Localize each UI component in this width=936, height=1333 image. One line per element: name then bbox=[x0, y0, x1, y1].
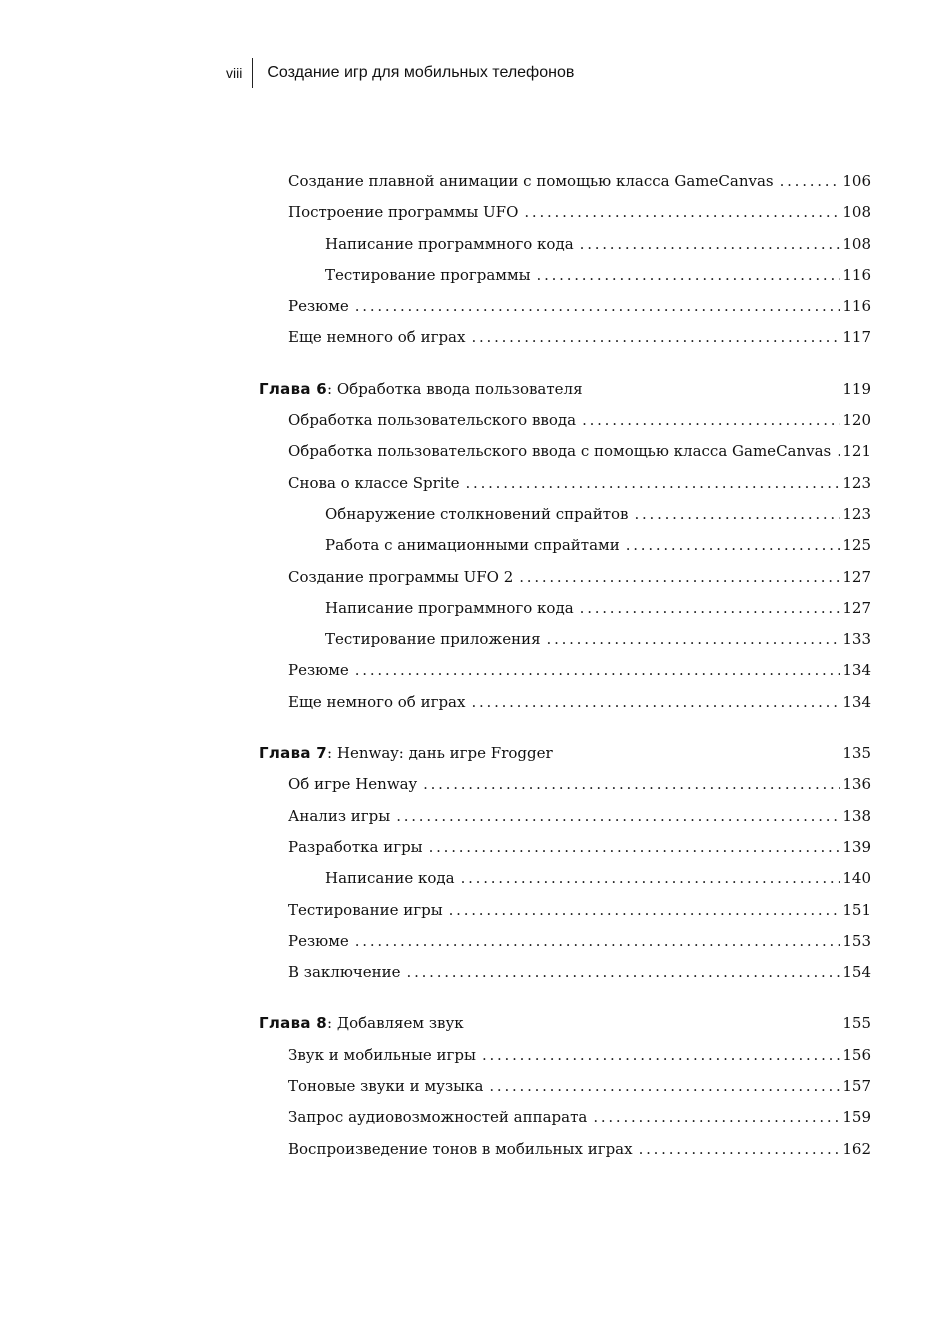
toc-entry-page: 106 bbox=[842, 172, 871, 190]
toc-entry-page: 154 bbox=[842, 963, 871, 982]
toc-entry bbox=[259, 499, 871, 530]
page-number: viii bbox=[226, 65, 243, 81]
toc-entry-title: Обработка пользовательского ввода bbox=[288, 411, 577, 430]
toc-entry bbox=[259, 229, 871, 260]
toc-entry bbox=[259, 769, 871, 800]
toc-entry bbox=[259, 405, 871, 436]
dot-leader bbox=[524, 197, 840, 228]
chapter-title: : Обработка ввода пользователя bbox=[327, 379, 583, 398]
toc-entry bbox=[259, 468, 871, 499]
chapter-title: : Добавляем звук bbox=[327, 1014, 464, 1033]
dot-leader bbox=[355, 655, 841, 686]
toc-entry-page: 127 bbox=[842, 598, 871, 617]
chapter-heading bbox=[259, 1008, 871, 1039]
toc-entry-title: Запрос аудиовозможностей аппарата bbox=[288, 1108, 588, 1127]
dot-leader bbox=[482, 1040, 840, 1071]
toc-entry bbox=[259, 863, 871, 894]
toc-entry-title: Обработка пользовательского ввода с помощью класса GameCanvas bbox=[288, 442, 832, 461]
toc-entry-title: Создание программы UFO 2 bbox=[288, 567, 514, 586]
toc-entry-title: В заключение bbox=[288, 963, 401, 982]
toc-entry-page: 108 bbox=[842, 234, 871, 253]
chapter-heading bbox=[259, 738, 871, 769]
toc-entry-page: 134 bbox=[842, 692, 871, 711]
book-title: Создание игр для мобильных телефонов bbox=[267, 64, 575, 81]
dot-leader bbox=[780, 166, 841, 197]
toc-entry-page: 134 bbox=[842, 661, 871, 680]
toc-entry-page: 138 bbox=[842, 806, 871, 825]
dot-leader bbox=[626, 530, 841, 561]
toc-entry bbox=[259, 687, 871, 718]
dot-leader bbox=[837, 436, 840, 467]
toc-entry-page: 156 bbox=[842, 1045, 871, 1064]
toc-entry-title: Снова о классе Sprite bbox=[288, 473, 460, 492]
toc-entry bbox=[259, 655, 871, 686]
toc-entry bbox=[259, 322, 871, 353]
dot-leader bbox=[580, 229, 841, 260]
dot-leader bbox=[471, 322, 840, 353]
dot-leader bbox=[489, 1071, 840, 1102]
toc-entry-title: Тестирование программы bbox=[325, 265, 531, 284]
toc-entry bbox=[259, 926, 871, 957]
toc-entry bbox=[259, 166, 871, 197]
toc-entry-page: 123 bbox=[842, 473, 871, 492]
toc-entry-page: 108 bbox=[842, 203, 871, 222]
toc-entry-title: Звук и мобильные игры bbox=[288, 1045, 476, 1064]
toc-entry-title: Еще немного об играх bbox=[288, 692, 466, 711]
toc-entry bbox=[259, 1102, 871, 1133]
toc-entry-page: 151 bbox=[842, 900, 871, 919]
toc-entry-page: 159 bbox=[842, 1108, 871, 1127]
chapter-page: 155 bbox=[842, 1014, 871, 1033]
dot-leader bbox=[582, 405, 840, 436]
toc-entry bbox=[259, 801, 871, 832]
toc-entry bbox=[259, 624, 871, 655]
dot-leader bbox=[639, 1134, 841, 1165]
toc-entry-page: 125 bbox=[842, 536, 871, 555]
table-of-contents bbox=[259, 166, 871, 1185]
toc-entry-page: 116 bbox=[842, 297, 871, 316]
toc-chapter-6 bbox=[259, 374, 871, 718]
toc-chapter-8 bbox=[259, 1008, 871, 1164]
toc-entry bbox=[259, 593, 871, 624]
chapter-heading bbox=[259, 374, 871, 405]
toc-entry-page: 117 bbox=[842, 328, 871, 347]
dot-leader bbox=[466, 468, 841, 499]
toc-entry-title: Написание программного кода bbox=[325, 598, 574, 617]
toc-chapter-7 bbox=[259, 738, 871, 988]
toc-entry-title: Написание кода bbox=[325, 869, 455, 888]
dot-leader bbox=[429, 832, 841, 863]
chapter-label: Глава 6 bbox=[259, 379, 328, 398]
toc-entry bbox=[259, 260, 871, 291]
toc-entry-page: 127 bbox=[842, 567, 871, 586]
chapter-page: 135 bbox=[842, 744, 871, 763]
toc-entry-title: Резюме bbox=[288, 661, 349, 680]
toc-entry-page: 140 bbox=[842, 869, 871, 888]
toc-entry-title: Построение программы UFO bbox=[288, 203, 519, 222]
toc-entry bbox=[259, 832, 871, 863]
toc-entry-title: Обнаружение столкновений спрайтов bbox=[325, 504, 629, 523]
toc-entry-page: 162 bbox=[842, 1139, 871, 1158]
toc-entry bbox=[259, 562, 871, 593]
dot-leader bbox=[461, 863, 841, 894]
dot-leader bbox=[355, 926, 841, 957]
toc-entry-page: 153 bbox=[842, 931, 871, 950]
dot-leader bbox=[407, 957, 841, 988]
toc-entry-title: Разработка игры bbox=[288, 837, 423, 856]
toc-entry bbox=[259, 1071, 871, 1102]
dot-leader bbox=[519, 562, 840, 593]
toc-entry bbox=[259, 436, 871, 467]
toc-entry-page: 116 bbox=[842, 265, 871, 284]
dot-leader bbox=[593, 1102, 840, 1133]
toc-entry bbox=[259, 957, 871, 988]
chapter-page: 119 bbox=[842, 379, 871, 398]
toc-entry-title: Тестирование приложения bbox=[325, 630, 541, 649]
dot-leader bbox=[449, 895, 841, 926]
toc-entry-title: Воспроизведение тонов в мобильных играх bbox=[288, 1139, 633, 1158]
dot-leader bbox=[471, 687, 840, 718]
toc-entry-page: 133 bbox=[842, 630, 871, 649]
toc-entry-title: Анализ игры bbox=[288, 806, 391, 825]
toc-entry-title: Резюме bbox=[288, 931, 349, 950]
dot-leader bbox=[547, 624, 841, 655]
toc-entry-title: Резюме bbox=[288, 297, 349, 316]
dot-leader bbox=[355, 291, 841, 322]
toc-entry bbox=[259, 1134, 871, 1165]
dot-leader bbox=[396, 801, 840, 832]
toc-continuation bbox=[259, 166, 871, 354]
toc-entry-page: 123 bbox=[842, 504, 871, 523]
toc-entry-title: Тоновые звуки и музыка bbox=[288, 1077, 484, 1096]
dot-leader bbox=[580, 593, 841, 624]
toc-entry-page: 136 bbox=[842, 775, 871, 794]
toc-entry-page: 121 bbox=[842, 442, 871, 461]
chapter-label: Глава 8 bbox=[259, 1014, 328, 1033]
toc-entry-title: Еще немного об играх bbox=[288, 328, 466, 347]
toc-entry bbox=[259, 1040, 871, 1071]
toc-entry bbox=[259, 291, 871, 322]
chapter-title: : Henway: дань игре Frogger bbox=[327, 744, 553, 763]
toc-entry-page: 157 bbox=[842, 1077, 871, 1096]
toc-entry-title: Тестирование игры bbox=[288, 900, 443, 919]
toc-entry-page: 139 bbox=[842, 837, 871, 856]
toc-entry bbox=[259, 530, 871, 561]
toc-entry bbox=[259, 895, 871, 926]
dot-leader bbox=[537, 260, 841, 291]
toc-entry-title: Об игре Henway bbox=[288, 775, 418, 794]
dot-leader bbox=[634, 499, 840, 530]
toc-entry bbox=[259, 197, 871, 228]
toc-entry-title: Работа с анимационными спрайтами bbox=[325, 536, 620, 555]
running-head bbox=[226, 58, 574, 88]
toc-entry-title: Создание плавной анимации с помощью класса GameCanvas bbox=[288, 172, 774, 190]
toc-entry-title: Написание программного кода bbox=[325, 234, 574, 253]
dot-leader bbox=[423, 769, 840, 800]
toc-entry-page: 120 bbox=[842, 411, 871, 430]
chapter-label: Глава 7 bbox=[259, 744, 328, 763]
